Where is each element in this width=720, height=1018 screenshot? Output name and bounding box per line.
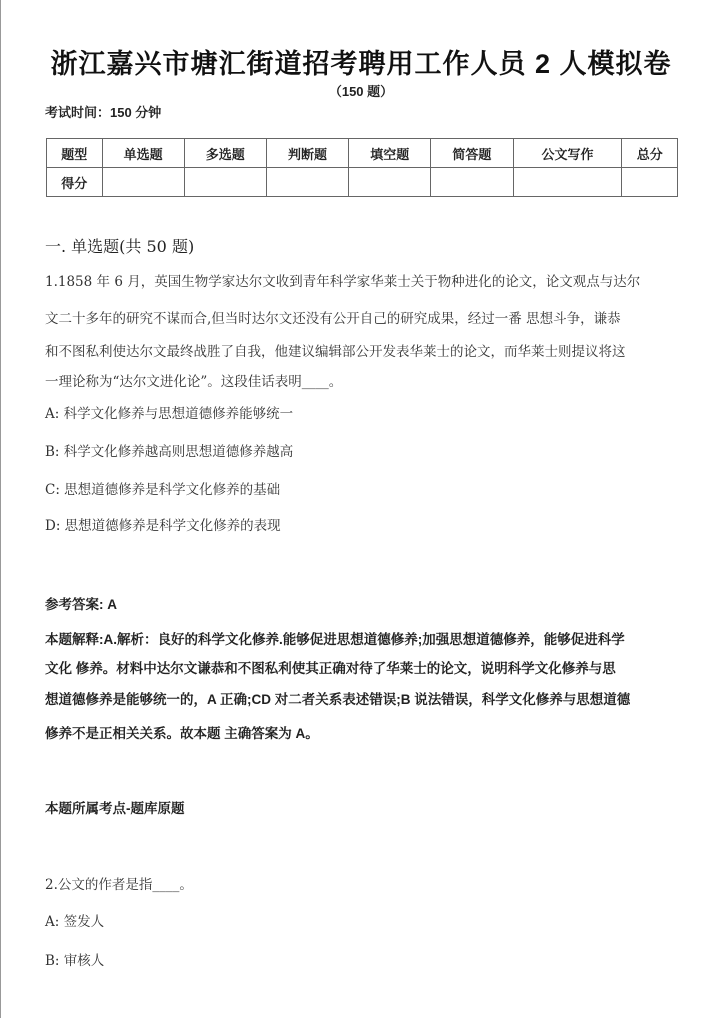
option-a: A: 签发人 <box>45 914 105 930</box>
score-cell <box>513 168 622 197</box>
score-cell <box>622 168 678 197</box>
header-cell: 公文写作 <box>513 139 622 168</box>
row-label: 得分 <box>47 168 103 197</box>
score-cell <box>266 168 348 197</box>
header-cell: 总分 <box>622 139 678 168</box>
question-1-line: 和不图私利使达尔文最终战胜了自我，他建议编辑部公开发表华莱士的论文，而华莱士则提议将这 <box>45 344 626 360</box>
score-cell <box>431 168 513 197</box>
header-cell: 填空题 <box>349 139 431 168</box>
question-1-line: 一理论称为“达尔文进化论”。这段佳话表明____。 <box>45 374 343 390</box>
option-d: D: 思想道德修养是科学文化修养的表现 <box>45 518 281 534</box>
explanation-line: 文化 修养。材料中达尔文谦恭和不图私利使其正确对待了华莱士的论文，说明科学文化修养与思 <box>45 661 616 676</box>
score-table-header-row <box>47 139 678 168</box>
question-2-stem: 2.公文的作者是指____。 <box>45 877 193 893</box>
header-cell: 多选题 <box>184 139 266 168</box>
explanation-line: 修养不是正相关关系。故本题 主确答案为 A。 <box>45 726 319 741</box>
explanation-line: 想道德修养是能够统一的，A 正确;CD 对二者关系表述错误;B 说法错误，科学文化修养与思想道德 <box>45 692 631 707</box>
option-c: C: 思想道德修养是科学文化修养的基础 <box>45 482 281 498</box>
reference-answer: 参考答案: A <box>45 597 117 612</box>
document-title: 浙江嘉兴市塘汇街道招考聘用工作人员 2 人模拟卷 <box>50 49 672 79</box>
option-b: B: 审核人 <box>45 953 105 969</box>
score-cell <box>184 168 266 197</box>
score-table <box>46 138 678 197</box>
question-category: 本题所属考点-题库原题 <box>45 801 185 816</box>
question-1-line: 文二十多年的研究不谋而合,但当时达尔文还没有公开自己的研究成果，经过一番 思想斗争，谦恭 <box>45 311 621 327</box>
header-cell: 单选题 <box>102 139 184 168</box>
score-cell <box>102 168 184 197</box>
option-a: A: 科学文化修养与思想道德修养能够统一 <box>45 406 294 422</box>
explanation-line: 本题解释:A.解析：良好的科学文化修养.能够促进思想道德修养;加强思想道德修养，能够促进科学 <box>45 632 625 647</box>
question-1-line: 1.1858 年 6 月，英国生物学家达尔文收到青年科学家华莱士关于物种进化的论文，论文观点与达尔 <box>45 274 641 290</box>
section-heading: 一. 单选题(共 50 题) <box>45 237 195 256</box>
score-table-score-row <box>47 168 678 197</box>
question-count: （150 题） <box>328 84 394 99</box>
header-cell: 判断题 <box>266 139 348 168</box>
score-cell <box>349 168 431 197</box>
header-cell: 题型 <box>47 139 103 168</box>
exam-time: 考试时间：150 分钟 <box>45 105 162 120</box>
option-b: B: 科学文化修养越高则思想道德修养越高 <box>45 444 294 460</box>
header-cell: 简答题 <box>431 139 513 168</box>
